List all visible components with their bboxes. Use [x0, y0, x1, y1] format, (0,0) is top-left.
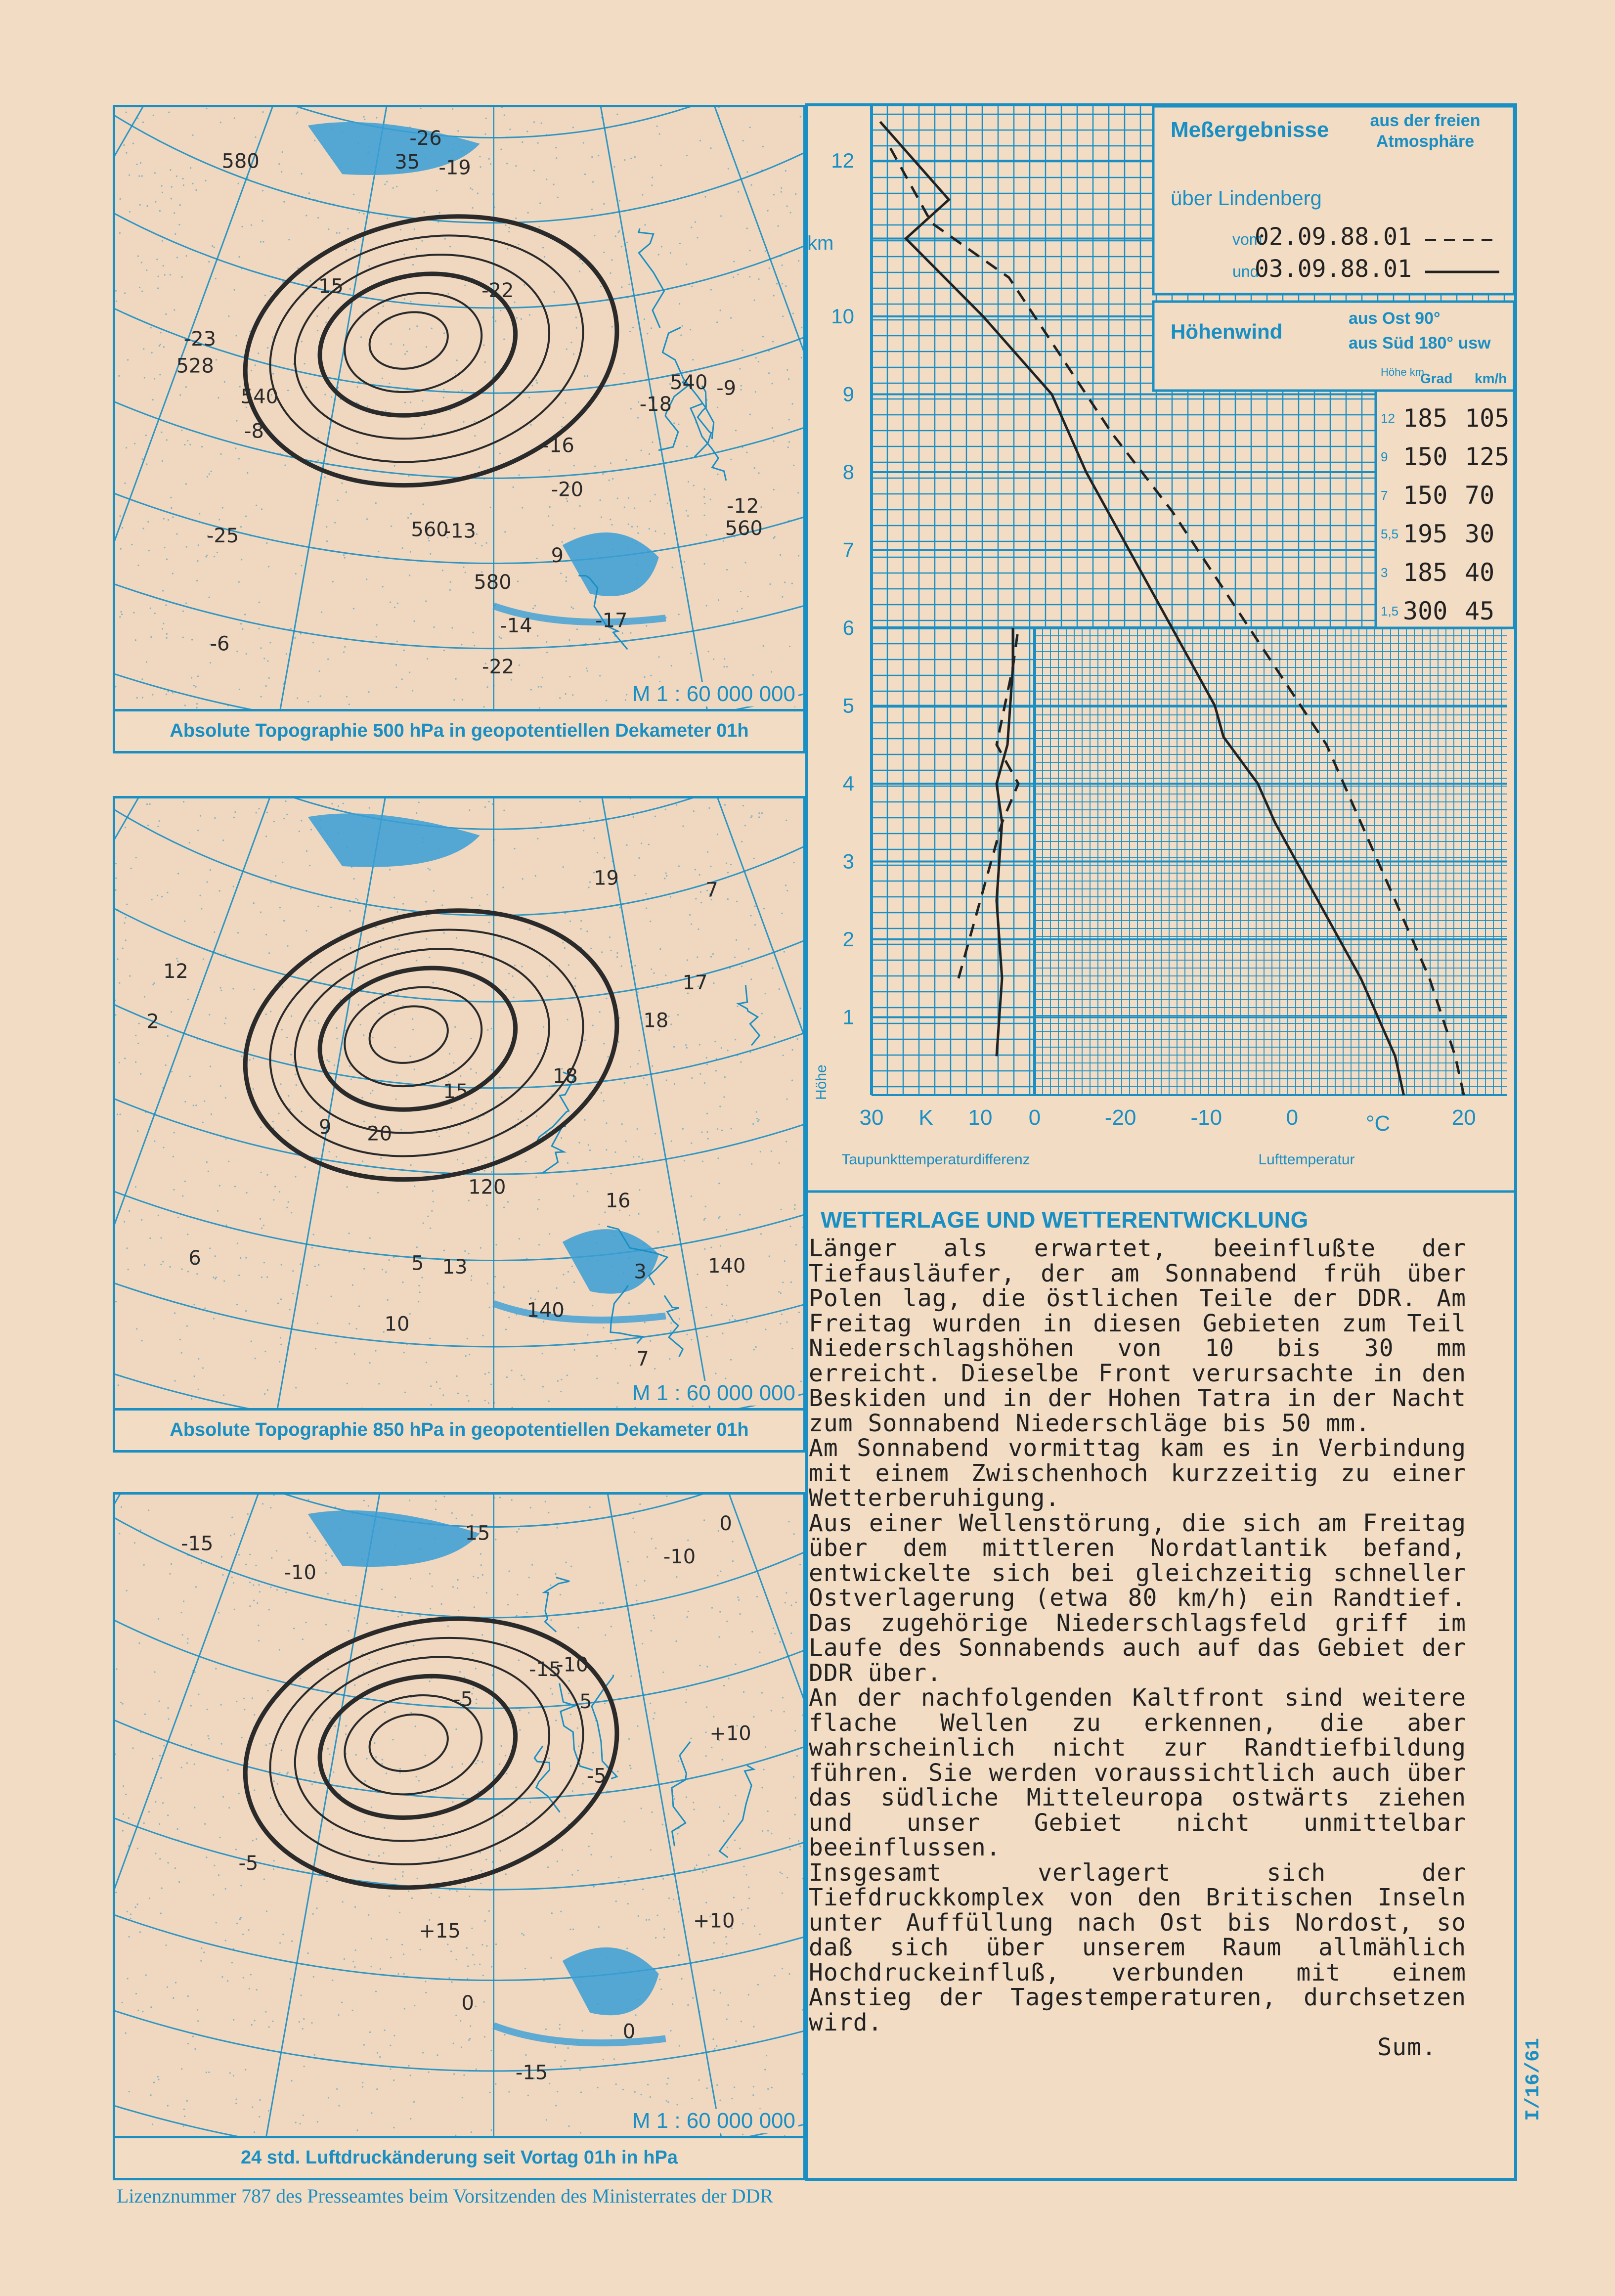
- wind-row-grad: 185: [1403, 558, 1448, 587]
- contour-label: -22: [482, 656, 515, 679]
- contour-label: -5: [453, 1688, 473, 1711]
- wind-row-grad: 195: [1403, 520, 1448, 548]
- contour-label: 560: [725, 517, 763, 540]
- contour-label: -15: [311, 275, 344, 298]
- temp-tick: -10: [1190, 1105, 1222, 1130]
- dew-tick: K: [918, 1105, 933, 1130]
- contour-label: 20: [367, 1122, 393, 1146]
- contour-label: 10: [384, 1313, 410, 1336]
- wind-row-height: 3: [1381, 565, 1388, 580]
- wind-row-kmh: 30: [1465, 520, 1495, 548]
- report-signature: Sum.: [1377, 2033, 1437, 2061]
- map-caption: Absolute Topographie 850 hPa in geopotentiellen Dekameter 01h: [115, 1408, 803, 1450]
- contour-label: +10: [693, 1909, 735, 1933]
- height-tick: 4: [842, 772, 854, 795]
- height-tick: 5: [842, 694, 854, 717]
- contour-label: 7: [705, 879, 718, 902]
- contour-label: -17: [595, 609, 628, 632]
- km-label: km: [807, 232, 834, 254]
- temp-axis-label: Lufttemperatur: [1258, 1151, 1355, 1168]
- map-caption: 24 std. Luftdruckänderung seit Vortag 01h in hPa: [115, 2136, 803, 2178]
- x-axis: [860, 1105, 1476, 1136]
- contour-label: 540: [670, 371, 708, 394]
- map-scale: M 1 : 60 000 000: [629, 2109, 798, 2133]
- contour-label: 6: [188, 1247, 201, 1270]
- weather-report: [809, 1206, 1466, 2060]
- map-caption: Absolute Topographie 500 hPa in geopotentiellen Dekameter 01h: [115, 709, 803, 751]
- contour-label: -20: [551, 478, 584, 501]
- contour-label: 560: [411, 518, 449, 541]
- contour-label: 580: [474, 571, 512, 594]
- contour-label: -25: [207, 525, 239, 548]
- contour-label: 12: [163, 960, 188, 983]
- contour-label: -15: [515, 2061, 548, 2084]
- temp-tick: 20: [1451, 1105, 1476, 1130]
- temp-tick: -20: [1104, 1105, 1136, 1130]
- wind-row-kmh: 45: [1465, 597, 1495, 625]
- wind-row-kmh: 105: [1465, 404, 1510, 433]
- license-footer: Lizenznummer 787 des Presseamtes beim Vorsitzenden des Ministerrates der DDR: [117, 2185, 774, 2207]
- report-heading: WETTERLAGE UND WETTERENTWICKLUNG: [821, 1207, 1309, 1233]
- height-tick: 7: [842, 538, 854, 562]
- dew-tick: 0: [1028, 1105, 1041, 1130]
- contour-label: +15: [419, 1920, 461, 1943]
- wind-row-grad: 150: [1403, 481, 1448, 510]
- contour-label: -13: [443, 520, 476, 543]
- height-tick: 3: [842, 849, 854, 873]
- wind-row-kmh: 125: [1465, 442, 1510, 471]
- contour-label: 13: [442, 1255, 468, 1279]
- height-tick: 2: [842, 927, 854, 951]
- contour-label: 5: [411, 1252, 424, 1275]
- wind-note-1: aus Ost 90°: [1349, 309, 1440, 328]
- contour-label: 140: [526, 1299, 565, 1322]
- height-tick: 1: [842, 1005, 854, 1029]
- col-kmh: km/h: [1475, 371, 1507, 386]
- contour-label: -5: [586, 1765, 607, 1788]
- report-paragraph-1: Länger als erwartet, beeinflußte der Tiefausläufer, der am Sonnabend früh über Polen lag, die östlichen Teile der DDR. Am Freitag wurden in diesen Gebieten zum Teil Niederschlagshöhen von 10 bis 30 mm erreicht. Dieselbe Front verursachte in den Beskiden und in der Hohen Tatra in der Nacht zum Sonnabend Niederschläge bis 50 mm.: [809, 1235, 1466, 1437]
- contour-label: -10: [284, 1561, 316, 1585]
- contour-label: -8: [244, 420, 264, 443]
- wind-row-height: 1,5: [1381, 604, 1399, 618]
- contour-label: -23: [183, 328, 217, 351]
- hoehe-label: Höhe: [813, 1064, 829, 1100]
- contour-label: 2: [146, 1010, 159, 1033]
- report-paragraph-2: Am Sonnabend vormittag kam es in Verbindung mit einem Zwischenhoch kurzzeitig zu einer Wetterberuhigung.: [809, 1434, 1466, 1512]
- contour-label: 35: [394, 150, 420, 174]
- contour-label: +10: [709, 1722, 751, 1745]
- wind-row-grad: 150: [1403, 442, 1448, 471]
- contour-label: 16: [605, 1189, 631, 1212]
- contour-label: 15: [465, 1522, 490, 1545]
- contour-label: -15: [181, 1532, 214, 1555]
- contour-label: -26: [409, 127, 442, 150]
- wind-note-2: aus Süd 180° usw: [1349, 334, 1491, 353]
- contour-label: -12: [726, 495, 759, 518]
- contour-label: 15: [443, 1080, 469, 1103]
- contour-label: -10: [663, 1545, 696, 1568]
- contour-label: 18: [553, 1065, 578, 1088]
- contour-label: 140: [708, 1254, 746, 1278]
- contour-label: -6: [210, 632, 230, 656]
- height-tick: 12: [831, 149, 854, 172]
- contour-label: 19: [594, 867, 619, 890]
- contour-label: 7: [636, 1347, 649, 1370]
- wind-row-height: 9: [1381, 449, 1388, 464]
- contour-label: -15: [529, 1658, 562, 1681]
- wind-row-kmh: 40: [1465, 558, 1495, 587]
- contour-label: 120: [468, 1176, 506, 1199]
- report-paragraph-5: Insgesamt verlagert sich der Tiefdruckkomplex von den Britischen Inseln unter Auffüllung nach Ost bis Nordost, so daß sich über unserem Raum allmählich Hochdruckeinfluß, verbunden mit einem Anstieg der Tagestemperaturen, durchsetzen wird.: [809, 1858, 1466, 2036]
- contour-label: 9: [318, 1115, 332, 1139]
- contour-label: 18: [643, 1009, 669, 1032]
- height-tick: 8: [842, 460, 854, 484]
- contour-label: 580: [221, 150, 260, 173]
- dew-profile-1: [959, 628, 1018, 978]
- contour-label: 0: [461, 1992, 474, 2015]
- sounding-location: über Lindenberg: [1171, 186, 1322, 210]
- contour-label: -10: [556, 1653, 589, 1677]
- wind-row-height: 5,5: [1381, 527, 1399, 541]
- contour-label: 17: [682, 971, 708, 995]
- contour-label: 528: [176, 354, 214, 378]
- wind-row-grad: 185: [1403, 404, 1448, 433]
- wind-row-kmh: 70: [1465, 481, 1495, 510]
- side-code: I/16/61: [1523, 2037, 1545, 2121]
- contour-label: -16: [542, 434, 574, 457]
- dew-axis-label: Taupunkttemperaturdifferenz: [841, 1151, 1030, 1168]
- contour-label: 9: [551, 544, 564, 568]
- report-paragraph-4: An der nachfolgenden Kaltfront sind weitere flache Wellen zu erkennen, die aber wahrscheinlich nicht zur Randtiefbildung führen. Sie werden voraussichtlich auch über das südliche Mitteleuropa ostwärts ziehen und unser Gebiet nicht unmittelbar beeinflussen.: [809, 1684, 1466, 1861]
- contour-label: 3: [634, 1260, 647, 1283]
- sounding-subtitle: aus der freien Atmosphäre: [1370, 111, 1481, 151]
- height-tick: 6: [842, 616, 854, 639]
- sounding-chart: [807, 106, 1514, 1184]
- wind-title: Höhenwind: [1171, 320, 1283, 343]
- contour-label: 0: [719, 1512, 732, 1536]
- contour-label: -22: [481, 279, 514, 303]
- temp-tick: °C: [1365, 1111, 1391, 1136]
- wind-row-height: 12: [1381, 411, 1395, 426]
- col-height: Höhe km: [1381, 366, 1425, 378]
- sounding-title: Meßergebnisse: [1171, 118, 1329, 142]
- height-axis: [831, 149, 854, 1029]
- height-tick: 9: [842, 382, 854, 406]
- contour-label: -9: [716, 377, 737, 400]
- dew-tick: 30: [859, 1105, 884, 1130]
- contour-label: 5: [579, 1690, 592, 1713]
- col-grad: Grad: [1420, 371, 1453, 386]
- wind-row-height: 7: [1381, 488, 1388, 503]
- wind-row-grad: 300: [1403, 597, 1448, 625]
- map-scale: M 1 : 60 000 000: [629, 682, 798, 706]
- map-scale: M 1 : 60 000 000: [629, 1381, 798, 1406]
- and-value: 03.09.88.01: [1255, 255, 1412, 283]
- dew-tick: 10: [968, 1105, 993, 1130]
- contour-label: -5: [238, 1852, 259, 1875]
- height-tick: 10: [831, 305, 854, 328]
- report-paragraph-3: Aus einer Wellenstörung, die sich am Freitag über dem mittleren Nordatlantik befand, entwickelte sich bei gleichzeitig schneller Ostverlagerung (etwa 80 km/h) ein Randtief. Das zugehörige Niederschlagsfeld griff im Laufe des Sonnabends auch auf das Gebiet der DDR über.: [809, 1509, 1466, 1687]
- contour-label: -19: [438, 156, 471, 179]
- and-label: und: [1232, 263, 1259, 280]
- contour-label: -18: [639, 393, 672, 416]
- from-label: vom: [1232, 230, 1263, 248]
- contour-label: 0: [622, 2020, 636, 2043]
- from-value: 02.09.88.01: [1255, 223, 1412, 251]
- contour-label: -14: [500, 614, 532, 637]
- temp-tick: 0: [1286, 1105, 1299, 1130]
- contour-label: 540: [240, 385, 279, 408]
